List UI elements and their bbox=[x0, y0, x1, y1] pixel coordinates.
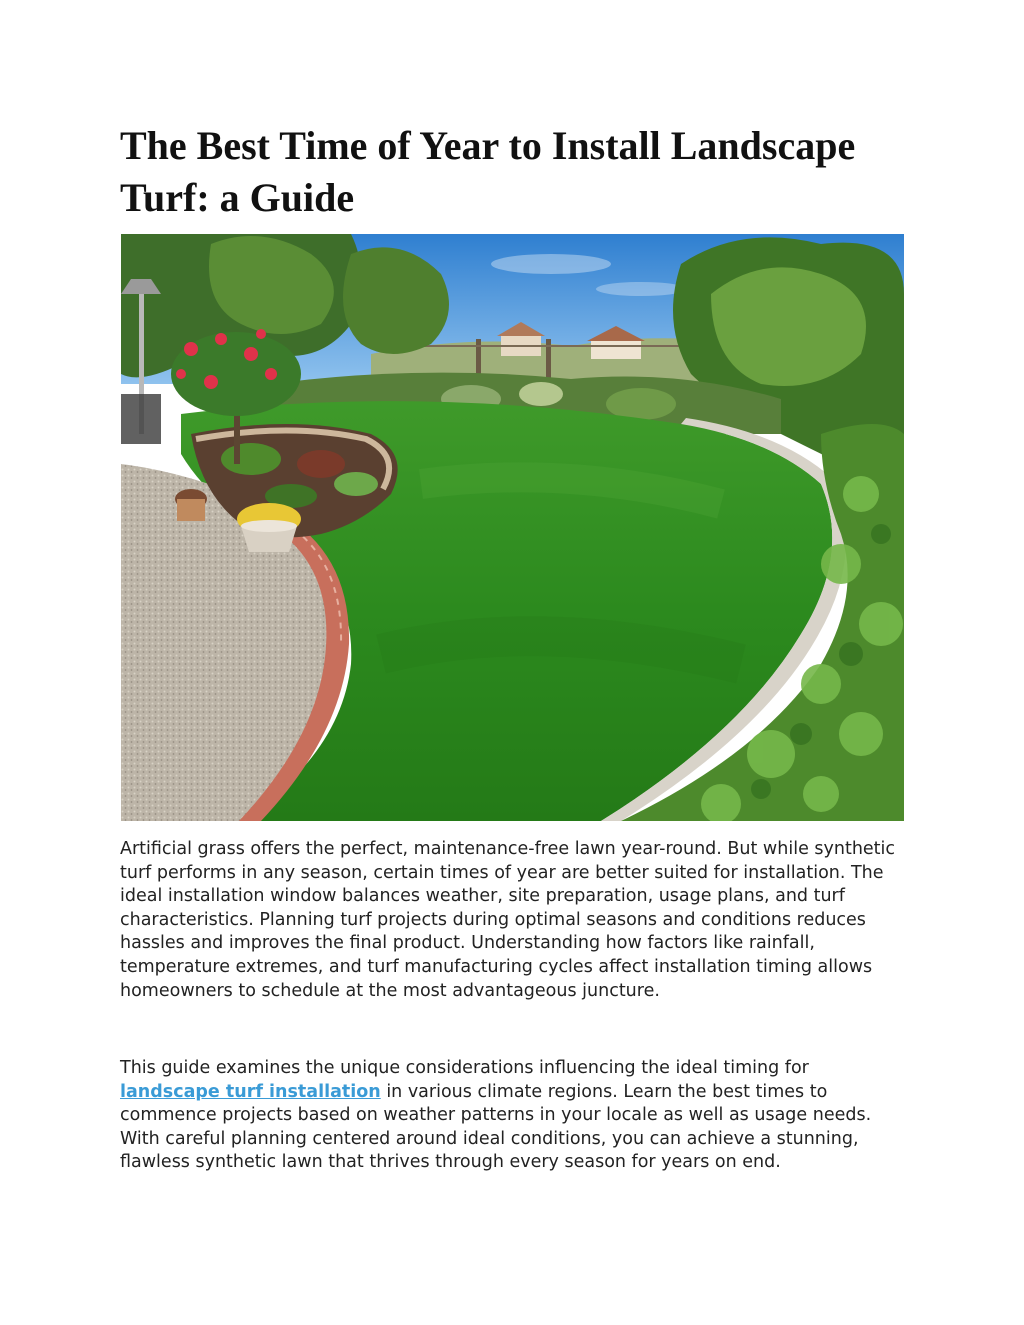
guide-paragraph-text-before-link: This guide examines the unique considerations influencing the ideal timing for bbox=[120, 1058, 809, 1078]
guide-paragraph bbox=[120, 1057, 910, 1175]
intro-paragraph: Artificial grass offers the perfect, maintenance-free lawn year-round. But while synthetic turf performs in any season, certain times of year are better suited for installation. The ideal installation window balances weather, site preparation, usage plans, and turf characteristics. Planning turf projects during optimal seasons and conditions reduces hassles and improves the final product. Understanding how factors like rainfall, temperature extremes, and turf manufacturing cycles affect installation timing allows homeowners to schedule at the most advantageous juncture. bbox=[120, 839, 896, 1001]
landscape-turf-installation-link[interactable]: landscape turf installation bbox=[120, 1081, 381, 1102]
hero-image-artificial-turf-lawn bbox=[121, 234, 904, 821]
page-title: The Best Time of Year to Install Landscape Turf: a Guide bbox=[120, 123, 856, 220]
guide-paragraph-text-after-link: in various climate regions. Learn the best times to commence projects based on weather patterns in your locale as well as usage needs. With careful planning centered around ideal conditions, you can achieve a stunning, flawless synthetic lawn that thrives through every season for years on end. bbox=[120, 1081, 872, 1173]
